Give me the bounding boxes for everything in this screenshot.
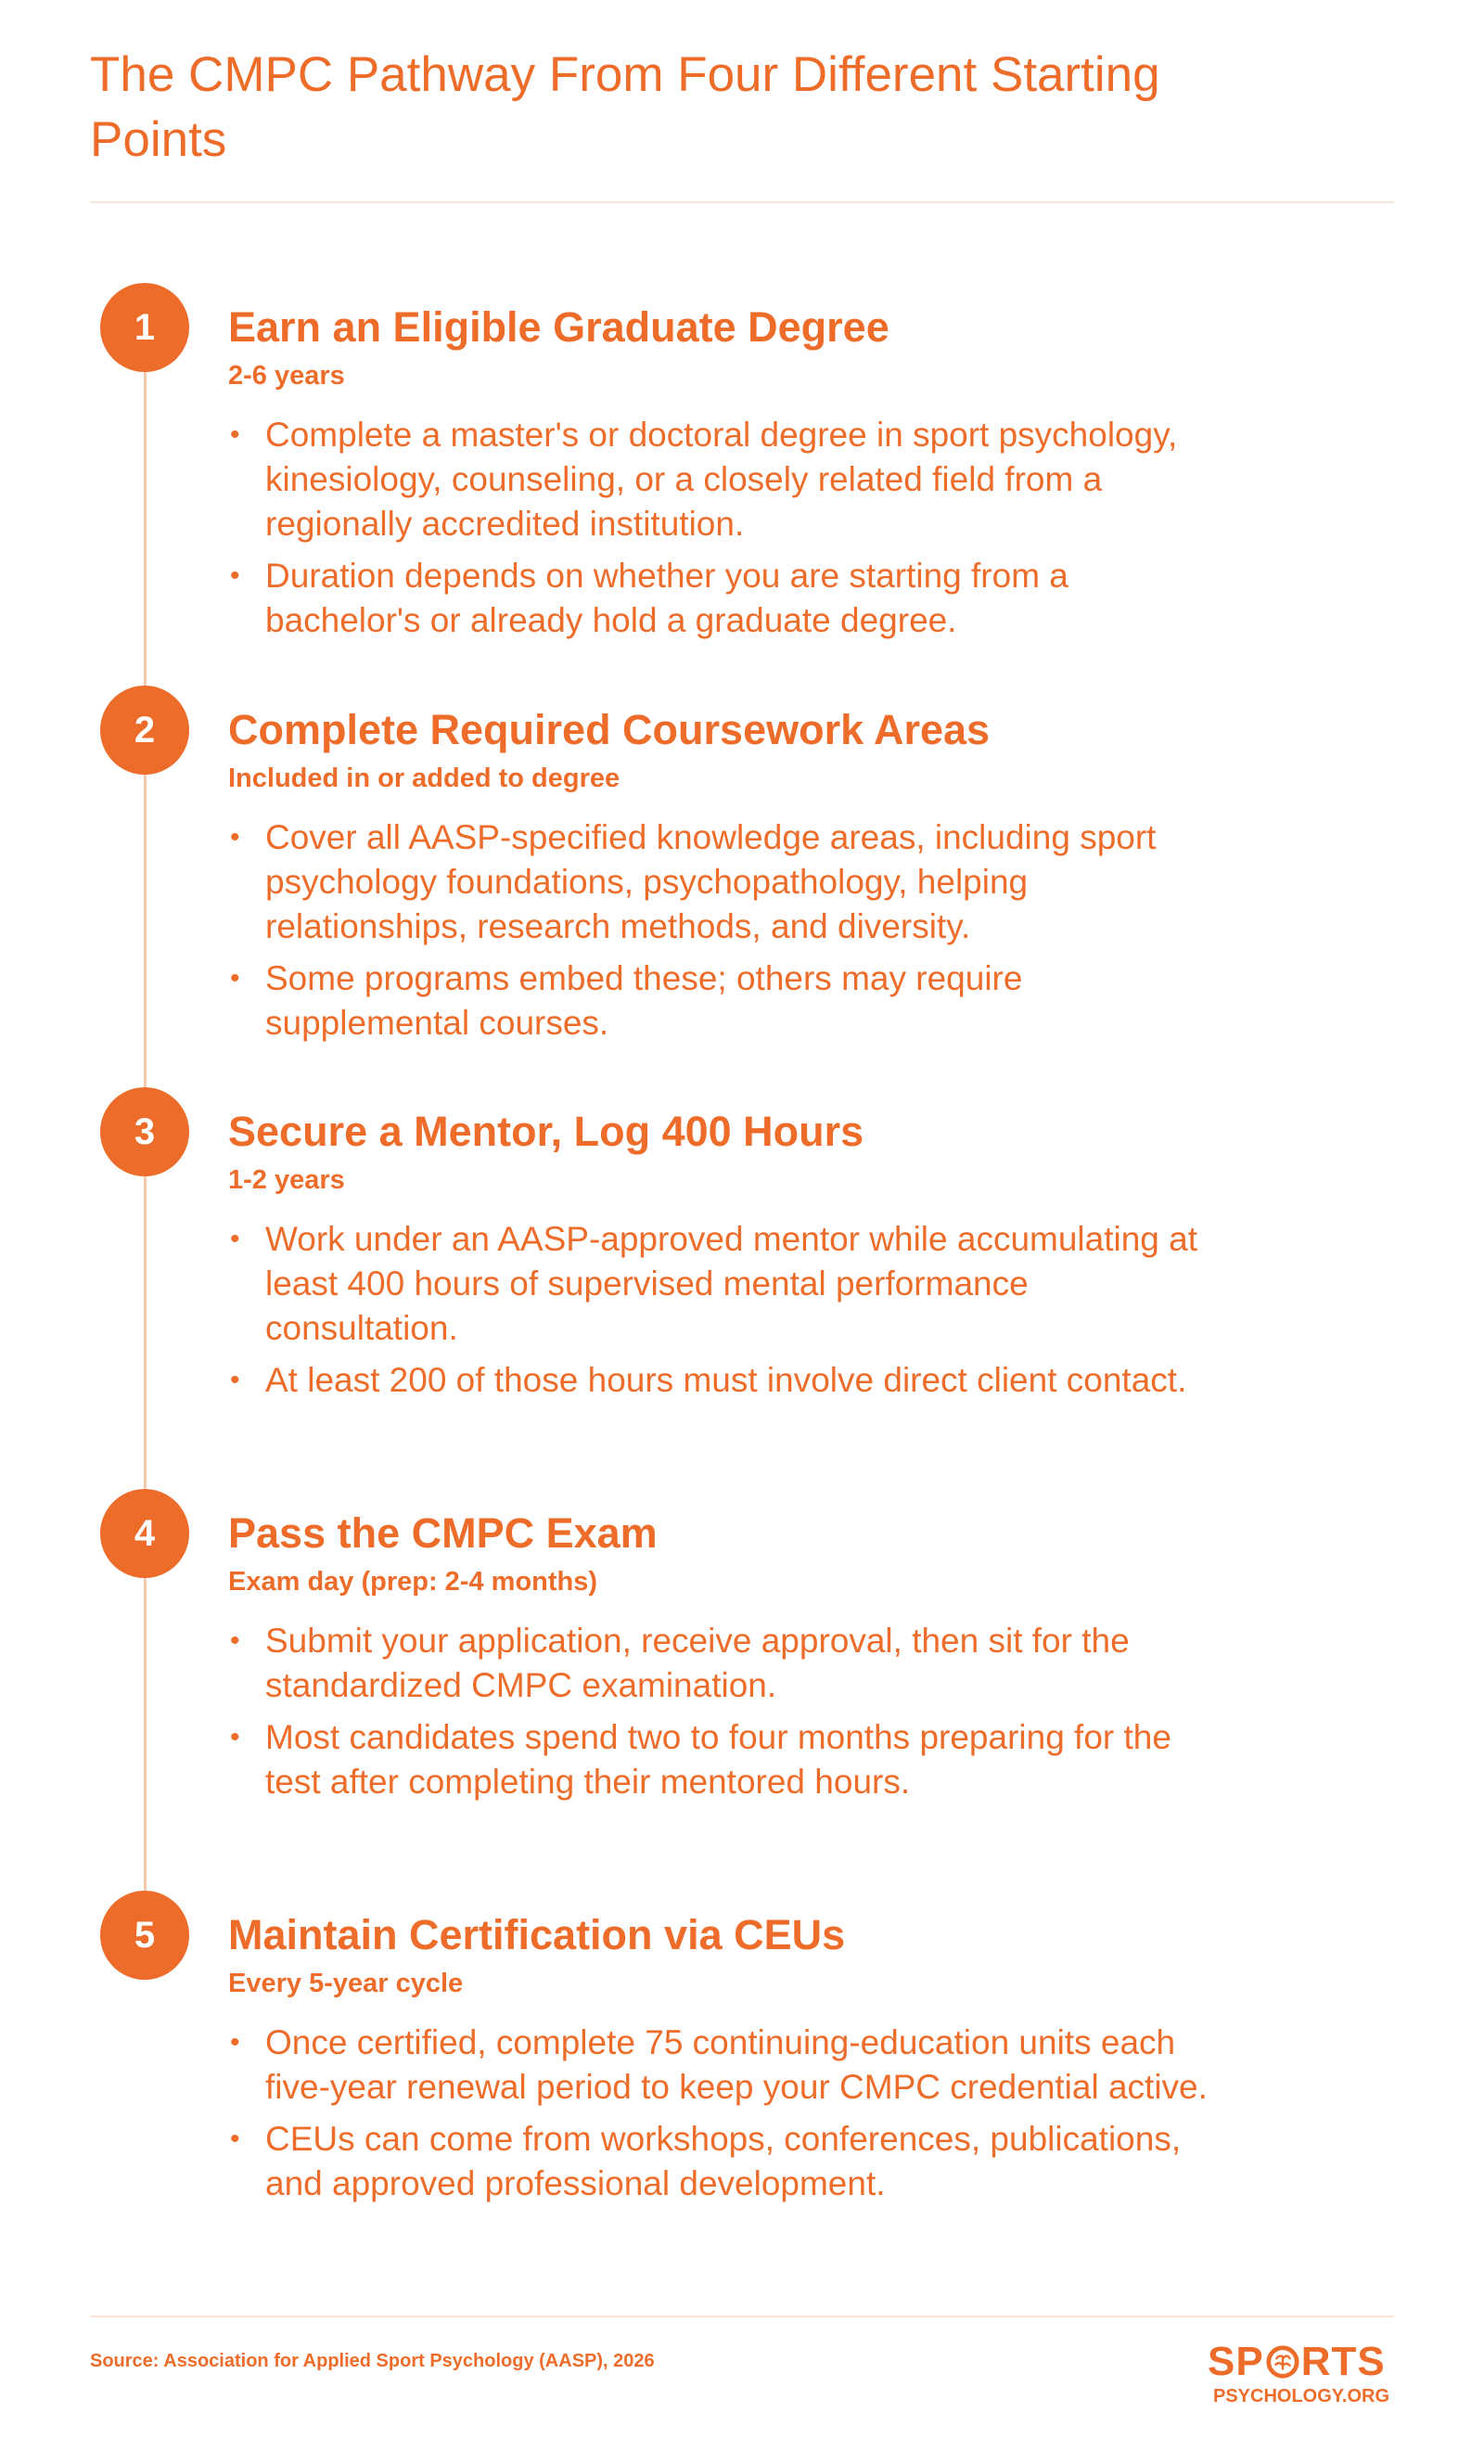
bullet-text: Complete a master's or doctoral degree in sport psychology, kinesiology, counseling, or a closely related field from a regionally accredited institution. xyxy=(265,416,1178,543)
step-bullet-list xyxy=(228,2021,1211,2214)
step-number-badge: 3 xyxy=(100,1087,189,1176)
bullet-item: • Submit your application, receive approval, then sit for the standardized CMPC examination. xyxy=(230,1622,1130,1704)
step-number-badge: 1 xyxy=(100,283,189,372)
step-duration: Included in or added to degree xyxy=(228,764,620,793)
bullet-text: Submit your application, receive approval, then sit for the standardized CMPC examination. xyxy=(265,1622,1130,1704)
bullet-item: • Cover all AASP-specified knowledge areas, including sport psychology foundations, psychopathology, helping relationships, research methods, and diversity. xyxy=(230,818,1157,945)
page-title: The CMPC Pathway From Four Different Starting Points xyxy=(90,47,1160,167)
step-number-badge: 4 xyxy=(100,1489,189,1578)
step-title: Earn an Eligible Graduate Degree xyxy=(228,303,889,351)
logo-wordmark xyxy=(1208,2340,1386,2384)
bullet-item: • Once certified, complete 75 continuing-education units each five-year renewal period to keep your CMPC credential active. xyxy=(230,2023,1208,2106)
step-bullet-list xyxy=(228,1217,1211,1410)
bullet-item: • Most candidates spend two to four months preparing for the test after completing their mentored hours. xyxy=(230,1718,1171,1801)
bullet-item: • At least 200 of those hours must involve direct client contact. xyxy=(230,1361,1187,1399)
bullet-text: Work under an AASP-approved mentor while accumulating at least 400 hours of supervised mental performance consultation. xyxy=(265,1220,1198,1347)
step-duration: 2-6 years xyxy=(228,361,345,391)
logo-subtext: PSYCHOLOGY.ORG xyxy=(1213,2386,1390,2406)
step-bullet-list xyxy=(228,413,1211,650)
footer-divider xyxy=(90,2316,1394,2317)
source-citation: Source: Association for Applied Sport Psychology (AASP), 2026 xyxy=(90,2351,655,2371)
logo-text-left: SP xyxy=(1208,2339,1264,2384)
bullet-text: Some programs embed these; others may require supplemental courses. xyxy=(265,959,1023,1042)
step-title: Secure a Mentor, Log 400 Hours xyxy=(228,1108,864,1155)
bullet-item: • Duration depends on whether you are starting from a bachelor's or already hold a graduate degree. xyxy=(230,557,1068,639)
bullet-text: Once certified, complete 75 continuing-education units each five-year renewal period to keep your CMPC credential active. xyxy=(265,2023,1208,2106)
bullet-text: Most candidates spend two to four months preparing for the test after completing their mentored hours. xyxy=(265,1718,1171,1801)
step-duration: Every 5-year cycle xyxy=(228,1969,464,1998)
bullet-text: CEUs can come from workshops, conferences, publications, and approved professional development. xyxy=(265,2120,1182,2202)
step-title: Pass the CMPC Exam xyxy=(228,1509,658,1557)
bullet-item: • Some programs embed these; others may require supplemental courses. xyxy=(230,959,1023,1042)
step-bullet-list xyxy=(228,815,1211,1053)
step-number-badge: 5 xyxy=(100,1891,189,1980)
step-bullet-list xyxy=(228,1619,1211,1812)
sportspsychology-logo[interactable] xyxy=(1208,2340,1393,2414)
bullet-text: Cover all AASP-specified knowledge areas, including sport psychology foundations, psychopathology, helping relationships, research methods, and diversity. xyxy=(265,818,1157,945)
bullet-text: Duration depends on whether you are starting from a bachelor's or already hold a graduate degree. xyxy=(265,557,1068,639)
header-divider xyxy=(90,201,1394,203)
step-title: Maintain Certification via CEUs xyxy=(228,1911,846,1958)
bullet-text: At least 200 of those hours must involve direct client contact. xyxy=(265,1361,1187,1399)
brain-icon xyxy=(1265,2344,1300,2380)
step-number-badge: 2 xyxy=(100,686,189,775)
step-duration: Exam day (prep: 2-4 months) xyxy=(228,1567,598,1597)
step-duration: 1-2 years xyxy=(228,1165,345,1195)
logo-text-right: RTS xyxy=(1300,2339,1386,2384)
bullet-item: • Complete a master's or doctoral degree in sport psychology, kinesiology, counseling, or a closely related field from a regionally accredited institution. xyxy=(230,416,1178,543)
step-title: Complete Required Coursework Areas xyxy=(228,706,991,753)
bullet-item: • CEUs can come from workshops, conferences, publications, and approved professional development. xyxy=(230,2120,1182,2202)
bullet-item: • Work under an AASP-approved mentor while accumulating at least 400 hours of supervised mental performance consultation. xyxy=(230,1220,1198,1347)
